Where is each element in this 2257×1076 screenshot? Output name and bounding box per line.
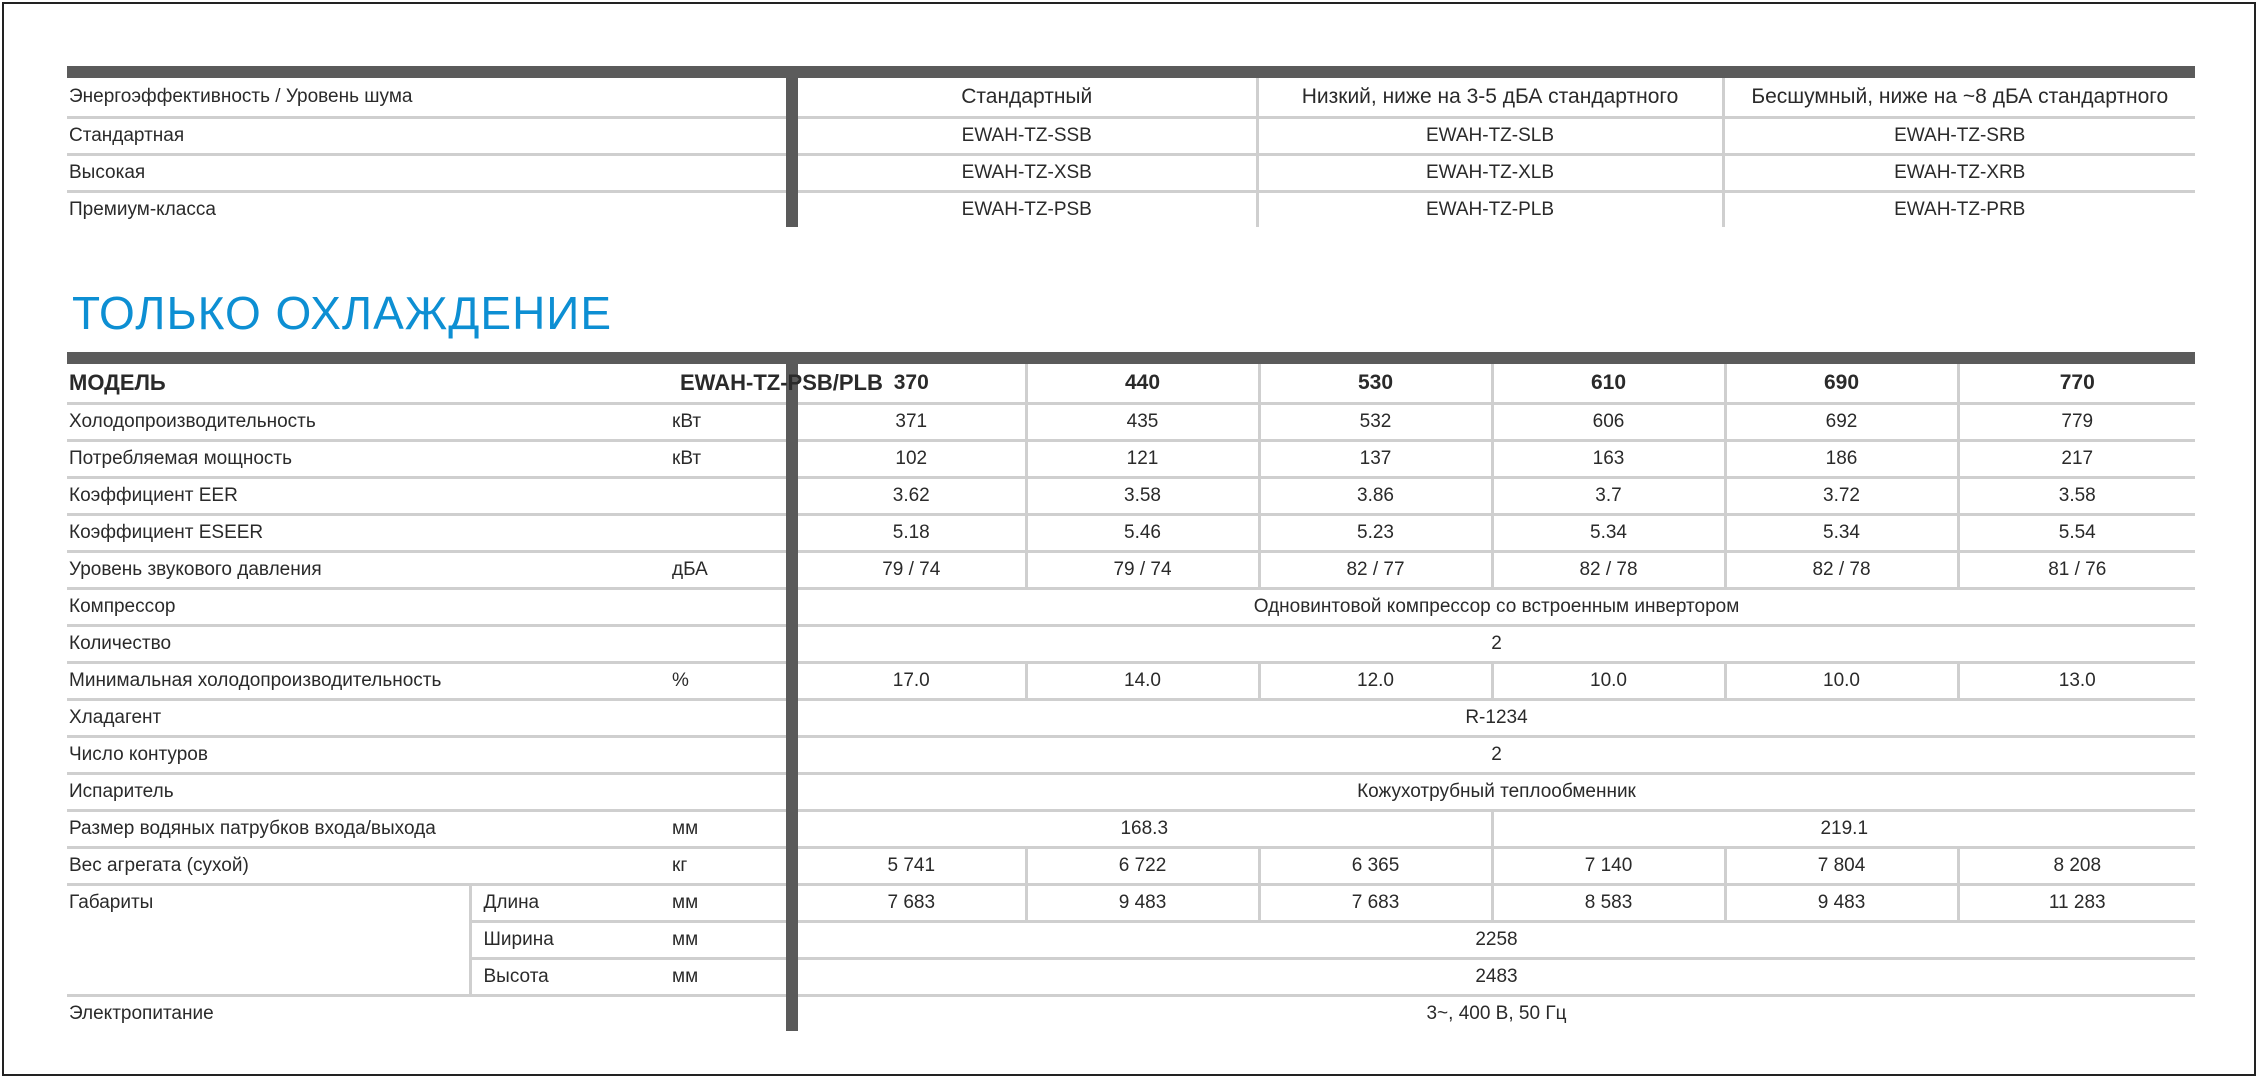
cell-value: 10.0 — [1492, 663, 1725, 700]
table-row — [67, 996, 2195, 1032]
cell-value: 9 483 — [1725, 885, 1958, 922]
cell-value: 14.0 — [1026, 663, 1259, 700]
model-code: EWAH-TZ-SRB — [1723, 118, 2195, 155]
table-row — [67, 811, 2195, 848]
selection-header-row — [67, 78, 2195, 118]
cell-value: 5.46 — [1026, 515, 1259, 552]
page — [2, 2, 2256, 1076]
model-code: EWAH-TZ-SSB — [792, 118, 1257, 155]
table-row — [67, 155, 2195, 192]
cell-value: 168.3 — [792, 811, 1492, 848]
cell-value: 9 483 — [1026, 885, 1259, 922]
cell-value: 102 — [792, 441, 1026, 478]
row-label: Вес агрегата (сухой) — [67, 848, 660, 885]
cell-value: 3.58 — [1958, 478, 2195, 515]
cell-value: 5.34 — [1492, 515, 1725, 552]
model-number: 690 — [1725, 364, 1958, 404]
table-row — [67, 774, 2195, 811]
model-code: EWAH-TZ-PRB — [1723, 192, 2195, 228]
spec-table — [67, 352, 2195, 1031]
cell-value: 8 208 — [1958, 848, 2195, 885]
model-number: 370 — [792, 364, 1026, 404]
row-label: Испаритель — [67, 774, 792, 811]
row-label: Электропитание — [69, 1003, 214, 1024]
model-code: EWAH-TZ-XLB — [1257, 155, 1723, 192]
row-label: Размер водяных патрубков входа/выхода — [67, 811, 660, 848]
table-row — [67, 552, 2195, 589]
row-unit: кВт — [660, 441, 792, 478]
selection-header-label: Энергоэффективность / Уровень шума — [67, 78, 792, 118]
cell-value: 82 / 77 — [1259, 552, 1492, 589]
row-label: Коэффициент EER — [67, 478, 792, 515]
model-number: 770 — [1958, 364, 2195, 404]
table-row — [67, 848, 2195, 885]
model-code: EWAH-TZ-XSB — [792, 155, 1257, 192]
cell-value: R-1234 — [792, 700, 2195, 737]
cell-value: 7 683 — [792, 885, 1026, 922]
row-label: Коэффициент ESEER — [67, 515, 792, 552]
cell-value: 79 / 74 — [1026, 552, 1259, 589]
cell-value: 81 / 76 — [1958, 552, 2195, 589]
cell-value: 5.18 — [792, 515, 1026, 552]
row-label: Уровень звукового давления — [67, 552, 660, 589]
table-row — [67, 441, 2195, 478]
row-unit: дБА — [660, 552, 792, 589]
cell-value: 217 — [1958, 441, 2195, 478]
row-unit: мм — [660, 922, 792, 959]
cell-value: 7 683 — [1259, 885, 1492, 922]
cell-value: 5.34 — [1725, 515, 1958, 552]
dimension-label: Длина — [470, 885, 660, 922]
cell-value: 13.0 — [1958, 663, 2195, 700]
selection-header-col: Низкий, ниже на 3-5 дБА стандартного — [1257, 78, 1723, 118]
table-row — [67, 885, 2195, 922]
cell-value: 692 — [1725, 404, 1958, 441]
cell-value: 3.7 — [1492, 478, 1725, 515]
model-code: EWAH-TZ-XRB — [1723, 155, 2195, 192]
table-row — [67, 663, 2195, 700]
cell-value: 79 / 74 — [792, 552, 1026, 589]
cell-value: 2483 — [792, 959, 2195, 996]
cell-value: 532 — [1259, 404, 1492, 441]
model-label: МОДЕЛЬ — [67, 364, 660, 404]
row-label: Габариты — [67, 885, 470, 996]
cell-value: 3.62 — [792, 478, 1026, 515]
cell-value: Кожухотрубный теплообменник — [792, 774, 2195, 811]
cell-value: 5.54 — [1958, 515, 2195, 552]
cell-value: 82 / 78 — [1725, 552, 1958, 589]
row-unit: кг — [660, 848, 792, 885]
table-row — [67, 626, 2195, 663]
dimension-label: Высота — [470, 959, 660, 996]
cell-value: 2258 — [792, 922, 2195, 959]
cell-value: 121 — [1026, 441, 1259, 478]
cell-value: 2 — [792, 737, 2195, 774]
row-label: Количество — [67, 626, 792, 663]
table-row — [67, 478, 2195, 515]
cell-value: 2 — [792, 626, 2195, 663]
cell-value: 11 283 — [1958, 885, 2195, 922]
dimension-label: Ширина — [470, 922, 660, 959]
cell-value: 7 140 — [1492, 848, 1725, 885]
cell-value: 8 583 — [1492, 885, 1725, 922]
table-row — [67, 589, 2195, 626]
cell-value: 17.0 — [792, 663, 1026, 700]
row-label: Стандартная — [67, 118, 792, 155]
cell-value: 6 365 — [1259, 848, 1492, 885]
cell-value: 5.23 — [1259, 515, 1492, 552]
row-unit: мм — [660, 811, 792, 848]
model-series: EWAH-TZ-PSB/PLB — [680, 364, 812, 404]
cell-value: 5 741 — [792, 848, 1026, 885]
cell-value: 12.0 — [1259, 663, 1492, 700]
model-number: 440 — [1026, 364, 1259, 404]
model-header-row — [67, 364, 2195, 404]
row-label: Холодопроизводительность — [67, 404, 660, 441]
cell-value: 3~, 400 В, 50 Гц — [792, 996, 2195, 1032]
model-code: EWAH-TZ-PLB — [1257, 192, 1723, 228]
cell-value: 219.1 — [1492, 811, 2195, 848]
cell-value: 606 — [1492, 404, 1725, 441]
row-label: Высокая — [67, 155, 792, 192]
row-label: Компрессор — [67, 589, 792, 626]
row-unit: % — [660, 663, 792, 700]
table-top-bar — [67, 352, 2195, 364]
cell-value: 3.58 — [1026, 478, 1259, 515]
cell-value: 435 — [1026, 404, 1259, 441]
table-row — [67, 404, 2195, 441]
cell-value: 186 — [1725, 441, 1958, 478]
cell-value: 3.86 — [1259, 478, 1492, 515]
cell-value: 6 722 — [1026, 848, 1259, 885]
model-number: 530 — [1259, 364, 1492, 404]
row-unit: кВт — [660, 404, 792, 441]
table-row — [67, 192, 2195, 228]
row-label: Потребляемая мощность — [67, 441, 660, 478]
row-label: Хладагент — [67, 700, 792, 737]
selection-table — [67, 66, 2195, 227]
row-label: Число контуров — [67, 737, 792, 774]
cell-value: 10.0 — [1725, 663, 1958, 700]
row-label: Премиум-класса — [69, 199, 216, 220]
cell-value: 3.72 — [1725, 478, 1958, 515]
cell-value: 779 — [1958, 404, 2195, 441]
table-row — [67, 737, 2195, 774]
row-label: Минимальная холодопроизводительность — [67, 663, 660, 700]
table-row — [67, 700, 2195, 737]
model-code: EWAH-TZ-SLB — [1257, 118, 1723, 155]
selection-header-col: Стандартный — [792, 78, 1257, 118]
selection-header-col: Бесшумный, ниже на ~8 дБА стандартного — [1723, 78, 2195, 118]
cell-value: Одновинтовой компрессор со встроенным инвертором — [792, 589, 2195, 626]
table-row — [67, 515, 2195, 552]
cell-value: 7 804 — [1725, 848, 1958, 885]
cell-value: 137 — [1259, 441, 1492, 478]
cell-value: 163 — [1492, 441, 1725, 478]
table-row — [67, 118, 2195, 155]
cell-value: 82 / 78 — [1492, 552, 1725, 589]
row-unit: мм — [660, 959, 792, 996]
model-code: EWAH-TZ-PSB — [792, 192, 1257, 228]
section-title: ТОЛЬКО ОХЛАЖДЕНИЕ — [72, 287, 613, 339]
cell-value: 371 — [792, 404, 1026, 441]
table-top-bar — [67, 66, 2195, 78]
row-unit: мм — [660, 885, 792, 922]
model-number: 610 — [1492, 364, 1725, 404]
